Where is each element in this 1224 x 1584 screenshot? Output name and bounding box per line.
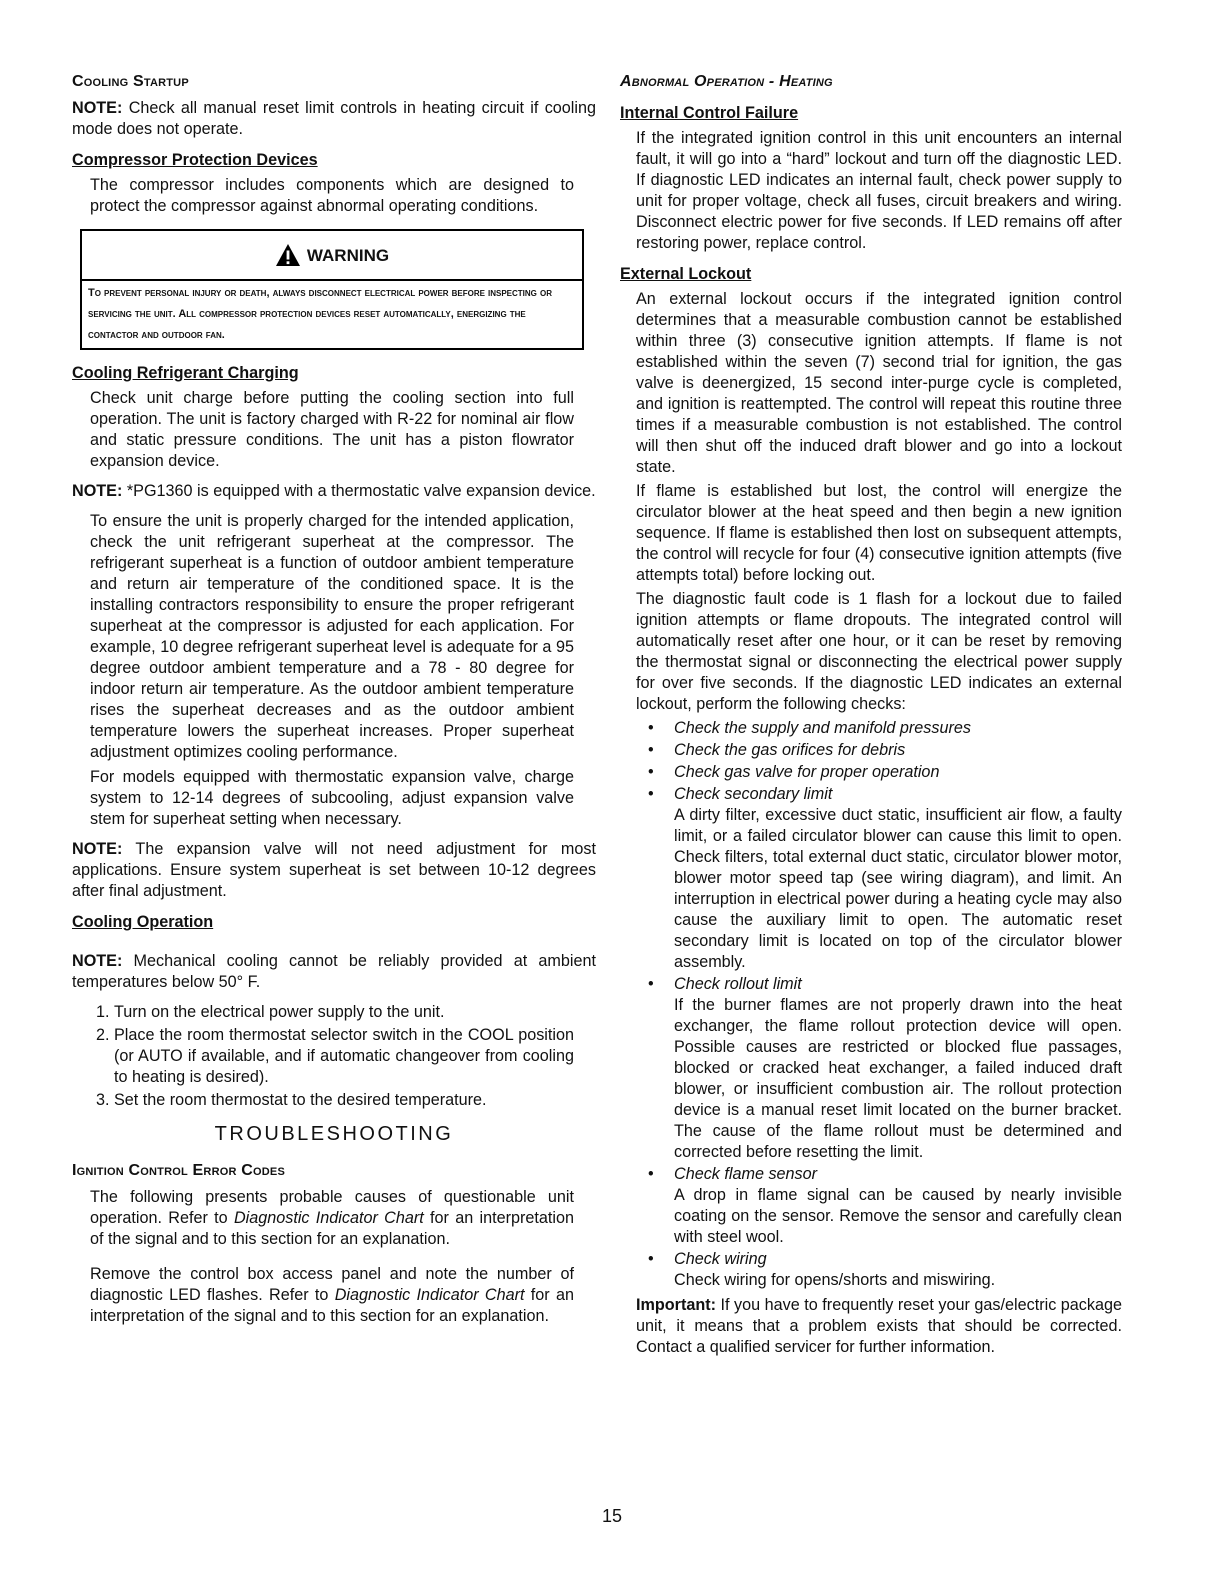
check-description: If the burner flames are not properly drawn into the heat exchanger, the flame rollout protection device will open. Possible causes are restricted or blocked flue passages, blocked or cracked heat exchanger, a failed induced draft blower, or insufficient combustion air. The rollout protection device is a manual reset limit located on the burner bracket. The cause of the flame rollout must be determined and corrected before resetting the limit.: [674, 996, 1122, 1161]
warning-title: WARNING: [306, 245, 390, 265]
list-item: 1. Turn on the electrical power supply to the unit.: [114, 1002, 574, 1023]
list-item: [674, 740, 1122, 761]
important-note: [636, 1295, 1122, 1358]
checks-list: [620, 718, 1122, 1291]
external-lockout-heading: External Lockout: [620, 265, 752, 283]
important-text: If you have to frequently reset your gas/electric package unit, it means that a problem exists that should be corrected. Contact a qualified servicer for further information.: [636, 1296, 1122, 1356]
superheat-text: To ensure the unit is properly charged for the intended application, check the unit refrigerant superheat at the compressor. The refrigerant superheat is a function of outdoor ambient temperature and return air temperature of the conditioned space. It is the installing contractors responsibility to ensure the proper refrigerant superheat at the compressor is adjusted for each application. For example, 10 degree refrigerant superheat level is adequate for a 95 degree outdoor ambient temperature and a 78 - 80 degree for indoor return air temperature. As the outdoor ambient temperature rises the superheat decreases and as the outdoor ambient temperature lowers the superheat increases. Proper superheat adjustment optimizes cooling performance.: [90, 512, 574, 761]
refrigerant-charging-heading: Cooling Refrigerant Charging: [72, 364, 299, 382]
ignition-text-1: The following presents probable causes of questionable unit operation. Refer to Diagnostic Indicator Chart for an interpretation of the signal and to this section for an explanation.: [90, 1188, 575, 1248]
list-item: 2. Place the room thermostat selector switch in the COOL position (or AUTO if available, and if automatic changeover from cooling to heating is desired).: [114, 1025, 574, 1088]
abnormal-operation-heading: Abnormal Operation - Heating: [620, 73, 833, 90]
page-number: 15: [601, 1506, 623, 1526]
check-title: • Check secondary limit: [674, 785, 833, 803]
list-item: [674, 1249, 1122, 1291]
warning-box: [80, 229, 584, 350]
external-lockout-text-3: The diagnostic fault code is 1 flash for a lockout due to failed ignition attempts or flame dropouts. The integrated control will automatically reset after one hour, or it can be reset by removing the thermostat signal or disconnecting the electrical power supply for over five seconds. If the diagnostic LED indicates an external lockout, perform the following checks:: [636, 590, 1122, 713]
chart-reference: Diagnostic Indicator Chart: [334, 1286, 525, 1304]
check-title: • Check gas valve for proper operation: [674, 763, 940, 781]
troubleshooting-heading: TROUBLESHOOTING: [214, 1123, 454, 1145]
warning-header: [82, 231, 582, 281]
warning-text: To prevent personal injury or death, always disconnect electrical power before inspecting or servicing the unit. All compressor protection devices reset automatically, energizing the contactor and outdoor fan.: [88, 287, 552, 341]
check-description: A dirty filter, excessive duct static, insufficient air flow, a faulty limit, or a failed circulator blower can cause this limit to open. Check filters, total external duct static, circulator blower motor, blower motor speed tap (see wiring diagram), and limit. An interruption in electrical power during a heating cycle may also cause the auxiliary limit to open. The automatic reset secondary limit is located on top of the circulator blower assembly.: [674, 806, 1122, 971]
internal-failure-text: If the integrated ignition control in this unit encounters an internal fault, it will go into a “hard” lockout and turn off the diagnostic LED. If diagnostic LED indicates an internal fault, check power supply to unit for proper voltage, check all fuses, circuit breakers and wiring. Disconnect electric power for five seconds. If LED remains off after restoring power, replace control.: [636, 129, 1122, 252]
check-description: Check wiring for opens/shorts and miswiring.: [674, 1271, 996, 1289]
right-column: [620, 70, 1122, 1367]
list-item: [674, 718, 1122, 739]
left-column: [72, 70, 596, 1336]
note-ambient: [72, 951, 596, 993]
check-title: • Check the supply and manifold pressures: [674, 719, 971, 737]
note-text: Mechanical cooling cannot be reliably provided at ambient temperatures below 50° F.: [72, 952, 596, 991]
compressor-protection-text: The compressor includes components which are designed to protect the compressor against abnormal operating conditions.: [90, 176, 574, 215]
external-lockout-text-1: An external lockout occurs if the integrated ignition control determines that a measurable combustion cannot be established within three (3) consecutive ignition attempts. If flame is not established within the seven (7) second trial for ignition, the gas valve is deenergized, 15 second inter-purge cycle is completed, and ignition is reattempted. The control will repeat this routine three times if a measurable combustion is not established. The control will then shut off the induced draft blower and go into a lockout state.: [636, 290, 1122, 476]
check-title: • Check rollout limit: [674, 975, 802, 993]
list-item: [674, 762, 1122, 783]
important-label: Important:: [636, 1296, 717, 1314]
cooling-steps-list: [92, 1002, 574, 1111]
cooling-startup-heading: Cooling Startup: [72, 73, 189, 90]
note-text: The expansion valve will not need adjustment for most applications. Ensure system superheat is set between 10-12 degrees after final adjustment.: [72, 840, 596, 900]
chart-reference: Diagnostic Indicator Chart: [233, 1209, 424, 1227]
list-item: [674, 784, 1122, 973]
note-pg1360: [72, 481, 596, 502]
note-manual-reset: [72, 98, 596, 140]
list-item: [674, 974, 1122, 1163]
note-label: NOTE:: [72, 840, 123, 858]
compressor-protection-heading: Compressor Protection Devices: [72, 151, 318, 169]
txv-text: For models equipped with thermostatic expansion valve, charge system to 12-14 degrees of subcooling, adjust expansion valve stem for superheat setting when necessary.: [90, 768, 574, 828]
check-title: • Check wiring: [674, 1250, 767, 1268]
refrigerant-charging-text: Check unit charge before putting the cooling section into full operation. The unit is factory charged with R-22 for nominal air flow and static pressure conditions. The unit has a piston flowrator expansion device.: [90, 389, 574, 470]
internal-failure-heading: Internal Control Failure: [620, 104, 799, 122]
external-lockout-text-2: If flame is established but lost, the control will energize the circulator blower at the heat speed and then begin a new ignition sequence. If flame is established then lost on subsequent attempts, the control will recycle for four (4) consecutive ignition attempts (five attempts total) before locking out.: [636, 482, 1122, 584]
note-text: *PG1360 is equipped with a thermostatic valve expansion device.: [122, 482, 596, 500]
check-title: • Check the gas orifices for debris: [674, 741, 906, 759]
note-label: NOTE:: [72, 482, 123, 500]
warning-triangle-icon: [275, 243, 301, 267]
note-expansion-valve: [72, 839, 596, 902]
list-item: 3. Set the room thermostat to the desired temperature.: [114, 1090, 574, 1111]
ignition-codes-heading: Ignition Control Error Codes: [72, 1162, 285, 1179]
ignition-text-2: Remove the control box access panel and note the number of diagnostic LED flashes. Refer to Diagnostic Indicator Chart for an interpretation of the signal and to this section for an explanation.: [90, 1265, 574, 1325]
note-label: NOTE:: [72, 952, 123, 970]
check-title: • Check flame sensor: [674, 1165, 818, 1183]
note-label: NOTE:: [72, 99, 123, 117]
check-description: A drop in flame signal can be caused by nearly invisible coating on the sensor. Remove the sensor and carefully clean with steel wool.: [674, 1186, 1122, 1246]
cooling-operation-heading: Cooling Operation: [72, 913, 214, 931]
list-item: [674, 1164, 1122, 1248]
note-text: Check all manual reset limit controls in heating circuit if cooling mode does not operate.: [72, 99, 596, 138]
